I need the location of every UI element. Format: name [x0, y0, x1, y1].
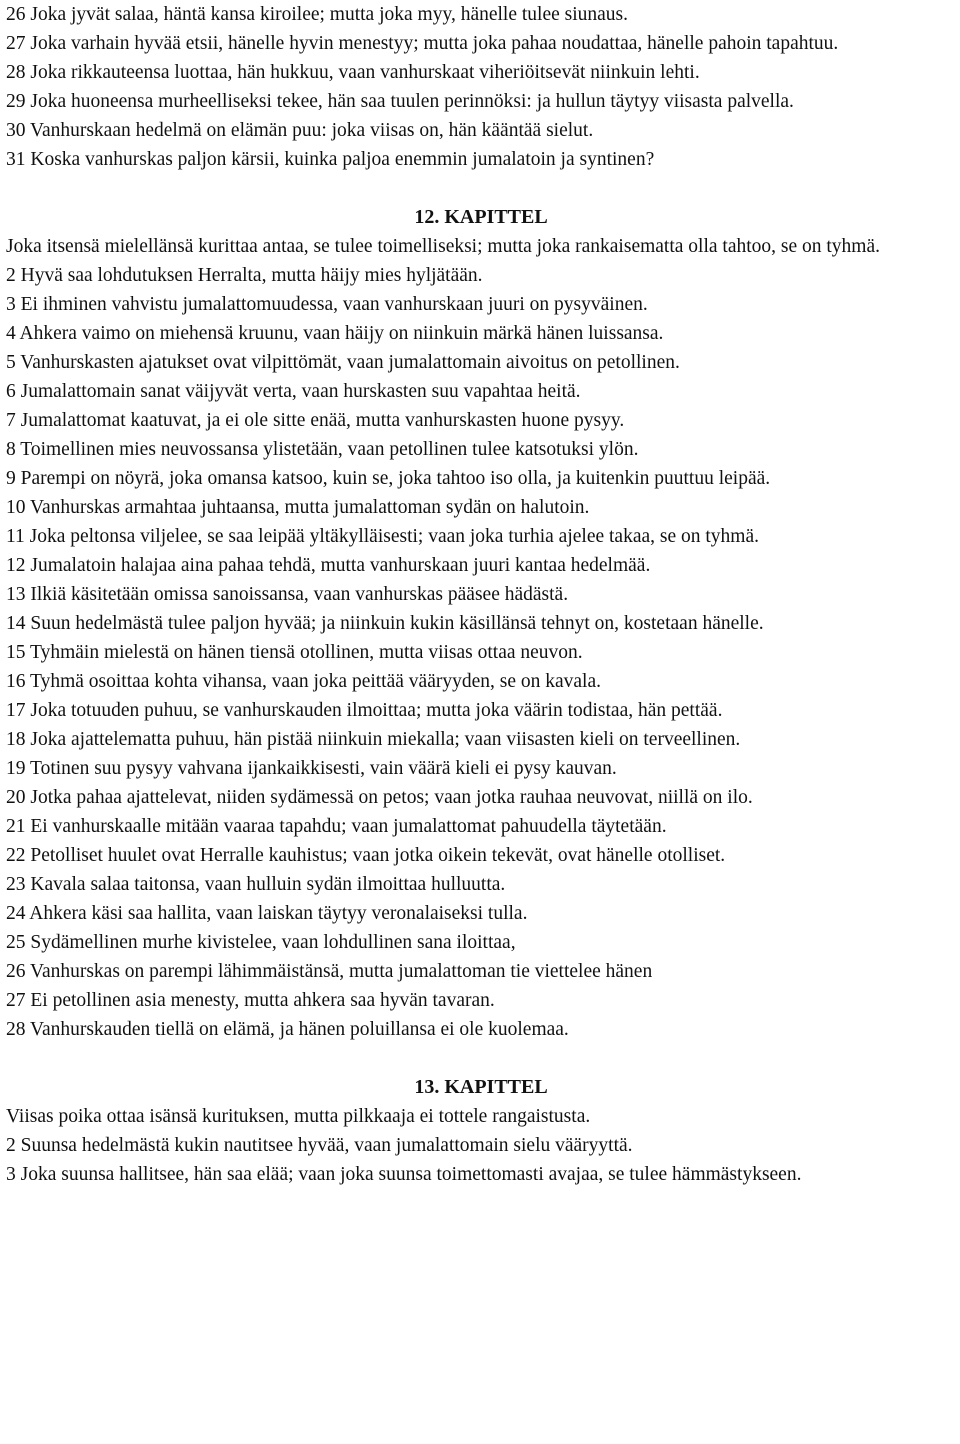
- verse-1: Viisas poika ottaa isänsä kurituksen, mutta pilkkaaja ei tottele rangaistusta.: [6, 1106, 591, 1127]
- verse-1: Joka itsensä mielellänsä kurittaa antaa, se tulee toimelliseksi; mutta joka rankaisematta olla tahtoo, se on tyhmä.: [6, 236, 880, 257]
- verse-19: 19 Totinen suu pysyy vahvana ijankaikkisesti, vain väärä kieli ei pysy kauvan.: [6, 758, 617, 779]
- chapter-heading: 13. KAPITTEL: [414, 1076, 548, 1098]
- verse-24: 24 Ahkera käsi saa hallita, vaan laiskan täytyy veronalaiseksi tulla.: [6, 903, 528, 924]
- verse-15: 15 Tyhmäin mielestä on hänen tiensä otollinen, mutta viisas ottaa neuvon.: [6, 642, 583, 663]
- verse-28: 28 Vanhurskauden tiellä on elämä, ja hänen poluillansa ei ole kuolemaa.: [6, 1019, 569, 1040]
- verse-6: 6 Jumalattomain sanat väijyvät verta, vaan hurskasten suu vapahtaa heitä.: [6, 381, 581, 402]
- verse-21: 21 Ei vanhurskaalle mitään vaaraa tapahdu; vaan jumalattomat pahuudella täytetään.: [6, 816, 667, 837]
- verse-3: 3 Ei ihminen vahvistu jumalattomuudessa, vaan vanhurskaan juuri on pysyväinen.: [6, 294, 648, 315]
- verse-18: 18 Joka ajattelematta puhuu, hän pistää niinkuin miekalla; vaan viisasten kieli on terveellinen.: [6, 729, 741, 750]
- verse-31: 31 Koska vanhurskas paljon kärsii, kuinka paljoa enemmin jumalatoin ja syntinen?: [6, 149, 655, 170]
- verse-28: 28 Joka rikkauteensa luottaa, hän hukkuu, vaan vanhurskaat viheriöitsevät niinkuin lehti.: [6, 62, 700, 83]
- verse-2: 2 Hyvä saa lohdutuksen Herralta, mutta häijy mies hyljätään.: [6, 265, 483, 286]
- verse-17: 17 Joka totuuden puhuu, se vanhurskauden ilmoittaa; mutta joka väärin todistaa, hän pettää.: [6, 700, 723, 721]
- verse-30: 30 Vanhurskaan hedelmä on elämän puu: joka viisas on, hän kääntää sielut.: [6, 120, 594, 141]
- verse-26: 26 Joka jyvät salaa, häntä kansa kiroilee; mutta joka myy, hänelle tulee siunaus.: [6, 4, 629, 25]
- verse-3: 3 Joka suunsa hallitsee, hän saa elää; vaan joka suunsa toimettomasti avajaa, se tulee hämmästykseen.: [6, 1164, 802, 1185]
- verse-5: 5 Vanhurskasten ajatukset ovat vilpittömät, vaan jumalattomain aivoitus on petollinen.: [6, 352, 680, 373]
- section-top: [6, 0, 956, 174]
- verse-16: 16 Tyhmä osoittaa kohta vihansa, vaan joka peittää vääryyden, se on kavala.: [6, 671, 601, 692]
- chapter-12: [6, 203, 956, 1044]
- verse-12: 12 Jumalatoin halajaa aina pahaa tehdä, mutta vanhurskaan juuri kantaa hedelmää.: [6, 555, 651, 576]
- verse-27: 27 Ei petollinen asia menesty, mutta ahkera saa hyvän tavaran.: [6, 990, 495, 1011]
- verse-8: 8 Toimellinen mies neuvossansa ylistetään, vaan petollinen tulee katsotuksi ylön.: [6, 439, 639, 460]
- verse-26: 26 Vanhurskas on parempi lähimmäistänsä, mutta jumalattoman tie viettelee hänen: [6, 961, 653, 982]
- spacer: [6, 174, 956, 203]
- verse-29: 29 Joka huoneensa murheelliseksi tekee, hän saa tuulen perinnöksi: ja hullun täytyy viisasta palvella.: [6, 91, 794, 112]
- verse-4: 4 Ahkera vaimo on miehensä kruunu, vaan häijy on niinkuin märkä hänen luissansa.: [6, 323, 664, 344]
- verse-11: 11 Joka peltonsa viljelee, se saa leipää yltäkylläisesti; vaan joka turhia ajelee takaa, se on tyhmä.: [6, 526, 760, 547]
- chapter-13: [6, 1073, 956, 1189]
- verse-9: 9 Parempi on nöyrä, joka omansa katsoo, kuin se, joka tahtoo iso olla, ja kuitenkin puuttuu leipää.: [6, 468, 771, 489]
- verse-23: 23 Kavala salaa taitonsa, vaan hulluin sydän ilmoittaa hulluutta.: [6, 874, 506, 895]
- verse-22: 22 Petolliset huulet ovat Herralle kauhistus; vaan jotka oikein tekevät, ovat hänelle otolliset.: [6, 845, 726, 866]
- document-page: [6, 0, 956, 1189]
- spacer: [6, 1044, 956, 1073]
- verse-10: 10 Vanhurskas armahtaa juhtaansa, mutta jumalattoman sydän on halutoin.: [6, 497, 590, 518]
- verse-27: 27 Joka varhain hyvää etsii, hänelle hyvin menestyy; mutta joka pahaa noudattaa, hänelle pahoin tapahtuu.: [6, 33, 839, 54]
- verse-2: 2 Suunsa hedelmästä kukin nautitsee hyvää, vaan jumalattomain sielu vääryyttä.: [6, 1135, 633, 1156]
- verse-25: 25 Sydämellinen murhe kivistelee, vaan lohdullinen sana iloittaa,: [6, 932, 516, 953]
- chapter-heading: 12. KAPITTEL: [414, 206, 548, 228]
- verse-13: 13 Ilkiä käsitetään omissa sanoissansa, vaan vanhurskas pääsee hädästä.: [6, 584, 569, 605]
- verse-7: 7 Jumalattomat kaatuvat, ja ei ole sitte enää, mutta vanhurskasten huone pysyy.: [6, 410, 625, 431]
- verse-14: 14 Suun hedelmästä tulee paljon hyvää; ja niinkuin kukin käsillänsä tehnyt on, kostetaan hänelle.: [6, 613, 764, 634]
- verse-20: 20 Jotka pahaa ajattelevat, niiden sydämessä on petos; vaan jotka rauhaa neuvovat, niillä on ilo.: [6, 787, 753, 808]
